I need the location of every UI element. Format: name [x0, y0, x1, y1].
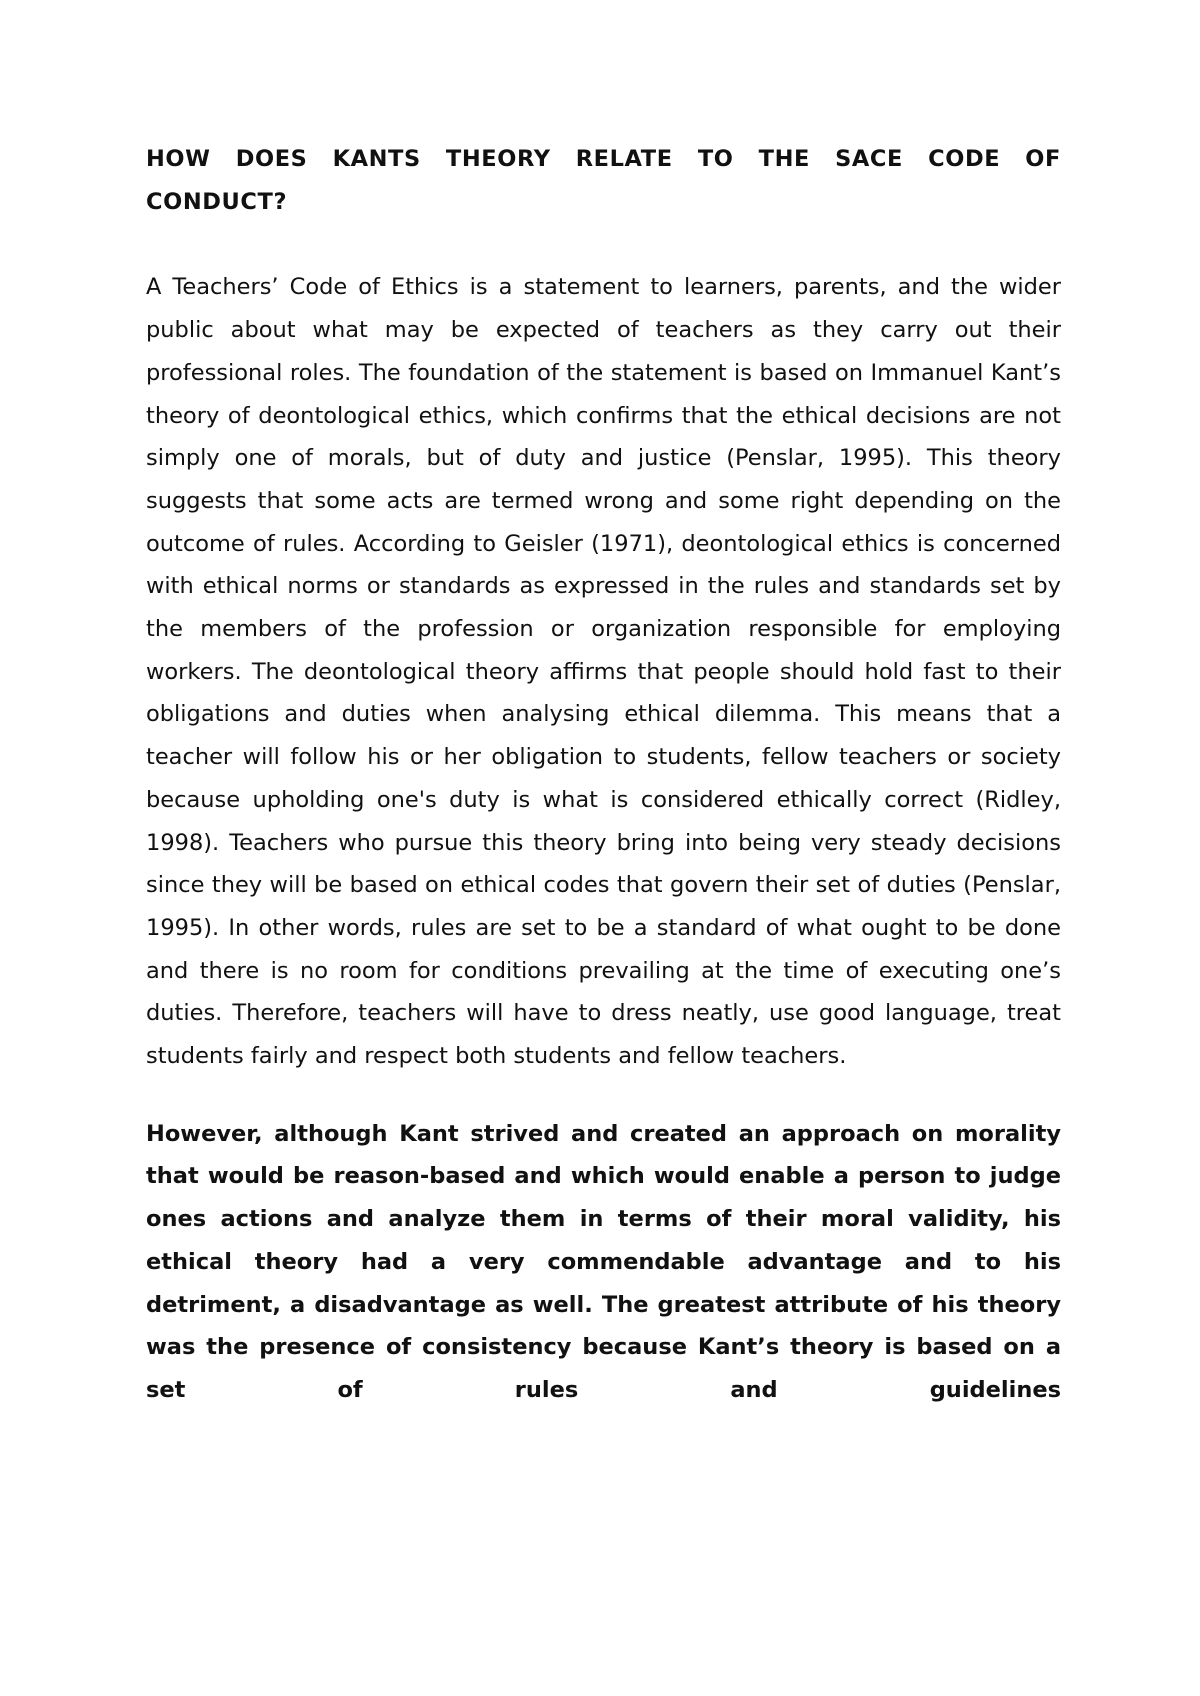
body-paragraph-2-bold: However, although Kant strived and created an approach on morality that would be reason-based and which would enable a person to judge ones actions and analyze them in terms of their moral validity, his ethical theory had a very commendable advantage and to his detriment, a disadvantage as well. The greatest attribute of his theory was the presence of consistency because Kant’s theory is based on a set of rules and guidelines [146, 1120, 1061, 1403]
document-title: HOW DOES KANTS THEORY RELATE TO THE SACE CODE OF CONDUCT? [146, 146, 1061, 215]
text-column [146, 138, 1061, 1412]
body-paragraph-1: A Teachers’ Code of Ethics is a statement to learners, parents, and the wider public about what may be expected of teachers as they carry out their professional roles. The foundation of the statement is based on Immanuel Kant’s theory of deontological ethics, which confirms that the ethical decisions are not simply one of morals, but of duty and justice (Penslar, 1995). This theory suggests that some acts are termed wrong and some right depending on the outcome of rules. According to Geisler (1971), deontological ethics is concerned with ethical norms or standards as expressed in the rules and standards set by the members of the profession or organization responsible for employing workers. The deontological theory affirms that people should hold fast to their obligations and duties when analysing ethical dilemma. This means that a teacher will follow his or her obligation to students, fellow teachers or society because upholding one's duty is what is considered ethically correct (Ridley, 1998). Teachers who pursue this theory bring into being very steady decisions since they will be based on ethical codes that govern their set of duties (Penslar, 1995). In other words, rules are set to be a standard of what ought to be done and there is no room for conditions prevailing at the time of executing one’s duties. Therefore, teachers will have to dress neatly, use good language, treat students fairly and respect both students and fellow teachers. [146, 274, 1061, 1070]
